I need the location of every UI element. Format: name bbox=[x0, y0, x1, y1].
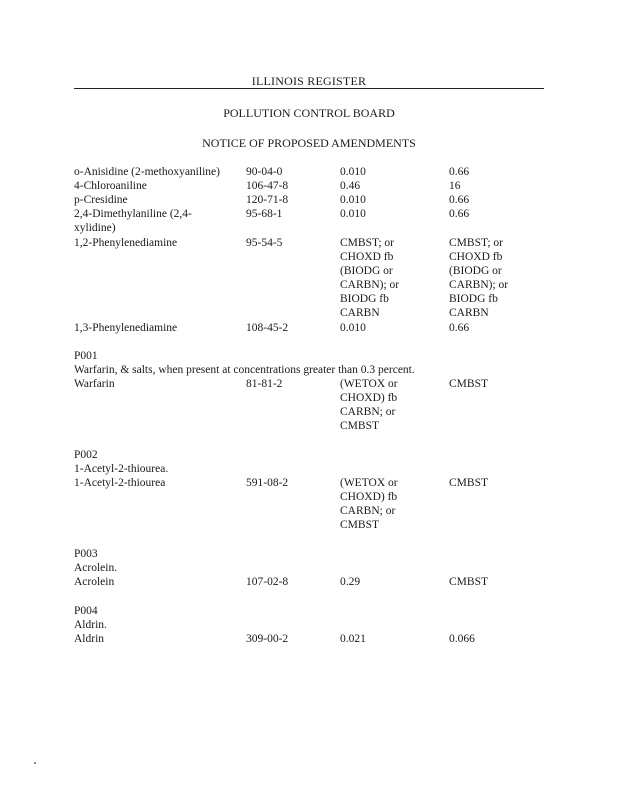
row-nww: CMBST bbox=[449, 576, 488, 588]
row-nww: 16 bbox=[449, 180, 461, 192]
register-title: ILLINOIS REGISTER bbox=[251, 74, 367, 88]
waste-code: P001 bbox=[74, 350, 98, 362]
waste-description: 1-Acetyl-2-thiourea. bbox=[74, 463, 169, 475]
scan-speck bbox=[34, 762, 36, 764]
row-ww: 0.010 bbox=[340, 208, 366, 220]
waste-code: P002 bbox=[74, 449, 98, 461]
row-name: Warfarin bbox=[74, 378, 115, 390]
row-nww: 0.66 bbox=[449, 166, 470, 178]
row-name: Aldrin bbox=[74, 633, 105, 645]
row-cas: 591-08-2 bbox=[246, 477, 289, 489]
row-name: 2,4-Dimethylaniline (2,4- xylidine) bbox=[74, 208, 192, 234]
row-ww: 0.010 bbox=[340, 194, 366, 206]
row-ww: 0.46 bbox=[340, 180, 361, 192]
waste-code: P004 bbox=[74, 605, 98, 617]
row-name: 1-Acetyl-2-thiourea bbox=[74, 477, 166, 489]
waste-description: Warfarin, & salts, when present at concentrations greater than 0.3 percent. bbox=[74, 364, 415, 376]
row-name: o-Anisidine (2-methoxyaniline) bbox=[74, 166, 220, 178]
row-ww: 0.29 bbox=[340, 576, 361, 588]
row-nww: 0.66 bbox=[449, 322, 470, 334]
row-nww: CMBST bbox=[449, 378, 488, 390]
row-cas: 107-02-8 bbox=[246, 576, 289, 588]
row-nww: 0.66 bbox=[449, 208, 470, 220]
row-ww: (WETOX or CHOXD) fb CARBN; or CMBST bbox=[340, 477, 398, 531]
row-cas: 108-45-2 bbox=[246, 322, 289, 334]
notice-title: NOTICE OF PROPOSED AMENDMENTS bbox=[202, 136, 416, 150]
row-nww: 0.066 bbox=[449, 633, 475, 645]
row-nww: 0.66 bbox=[449, 194, 470, 206]
row-ww: CMBST; or CHOXD fb (BIODG or CARBN); or BIODG fb CARBN bbox=[340, 237, 400, 319]
row-ww: 0.010 bbox=[340, 322, 366, 334]
row-cas: 81-81-2 bbox=[246, 378, 283, 390]
row-ww: (WETOX or CHOXD) fb CARBN; or CMBST bbox=[340, 378, 398, 432]
row-cas: 120-71-8 bbox=[246, 194, 289, 206]
row-name: Acrolein bbox=[74, 576, 115, 588]
board-name: POLLUTION CONTROL BOARD bbox=[223, 106, 395, 120]
waste-description: Aldrin. bbox=[74, 619, 107, 631]
row-cas: 106-47-8 bbox=[246, 180, 289, 192]
row-ww: 0.010 bbox=[340, 166, 366, 178]
row-ww: 0.021 bbox=[340, 633, 366, 645]
row-name: p-Cresidine bbox=[74, 194, 128, 206]
row-name: 1,3-Phenylenediamine bbox=[74, 322, 178, 334]
waste-description: Acrolein. bbox=[74, 562, 118, 574]
header-rule bbox=[74, 88, 544, 89]
row-cas: 309-00-2 bbox=[246, 633, 289, 645]
row-name: 4-Chloroaniline bbox=[74, 180, 147, 192]
row-name: 1,2-Phenylenediamine bbox=[74, 237, 178, 249]
row-cas: 90-04-0 bbox=[246, 166, 283, 178]
row-cas: 95-68-1 bbox=[246, 208, 283, 220]
row-nww: CMBST bbox=[449, 477, 488, 489]
waste-code: P003 bbox=[74, 548, 98, 560]
row-nww: CMBST; or CHOXD fb (BIODG or CARBN); or BIODG fb CARBN bbox=[449, 237, 509, 319]
row-cas: 95-54-5 bbox=[246, 237, 283, 249]
